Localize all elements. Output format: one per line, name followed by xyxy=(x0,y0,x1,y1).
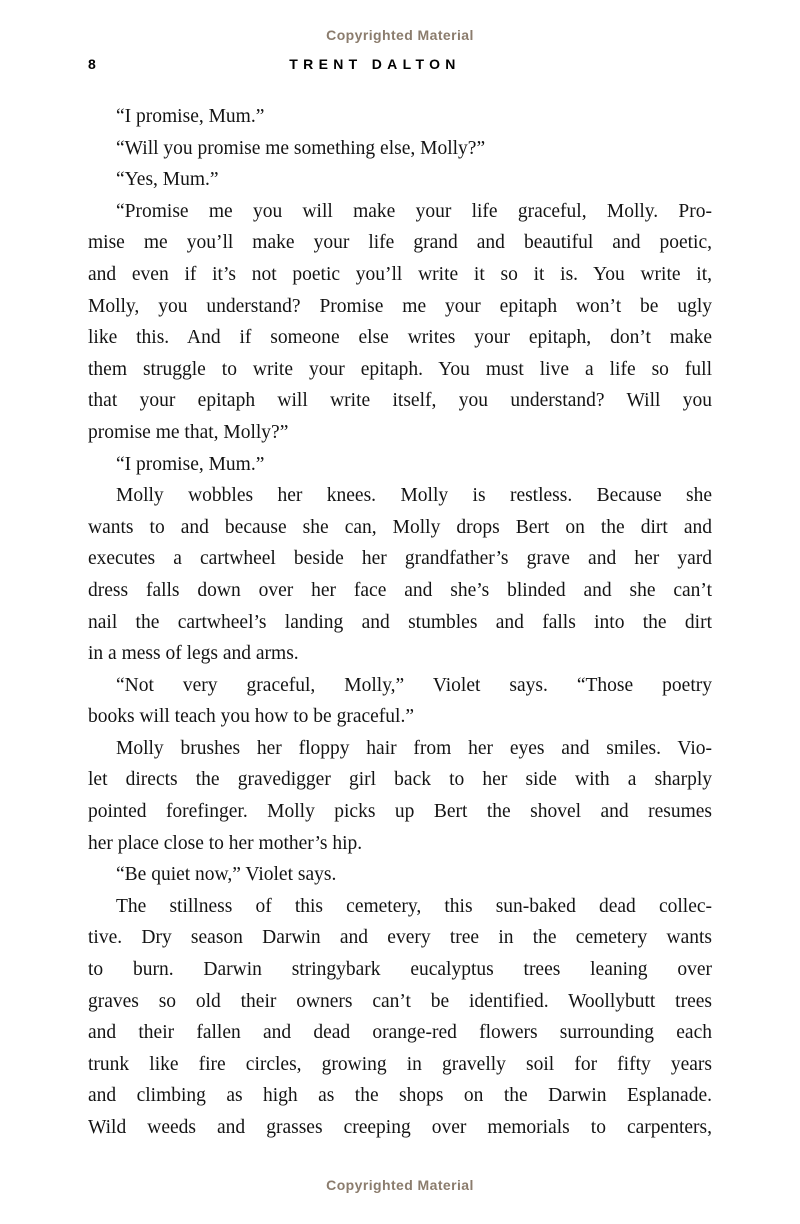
text-line: executes a cartwheel beside her grandfather’s grave and her yard xyxy=(88,548,712,570)
text-line: tive. Dry season Darwin and every tree in the cemetery wants xyxy=(88,927,712,949)
text-line: “Yes, Mum.” xyxy=(116,169,219,191)
text-line: “I promise, Mum.” xyxy=(116,453,265,475)
body-text xyxy=(88,101,712,1144)
paragraph xyxy=(88,196,712,449)
copyright-notice-bottom: Copyrighted Material xyxy=(326,1177,474,1193)
text-line: promise me that, Molly?” xyxy=(88,421,289,443)
copyright-notice-top: Copyrighted Material xyxy=(326,27,474,43)
text-line: “Not very graceful, Molly,” Violet says. “Those poetry xyxy=(116,674,712,696)
paragraph xyxy=(88,449,712,481)
paragraph xyxy=(88,164,712,196)
paragraph xyxy=(88,480,712,670)
text-line: and even if it’s not poetic you’ll write it so it is. You write it, xyxy=(88,263,712,285)
paragraph xyxy=(88,859,712,891)
text-line: “Be quiet now,” Violet says. xyxy=(116,864,337,886)
text-line: Molly brushes her floppy hair from her eyes and smiles. Vio- xyxy=(116,737,712,759)
text-line: in a mess of legs and arms. xyxy=(88,643,299,665)
text-line: graves so old their owners can’t be identified. Woollybutt trees xyxy=(88,990,712,1012)
text-line: Molly wobbles her knees. Molly is restless. Because she xyxy=(116,485,712,507)
paragraph xyxy=(88,891,712,1144)
text-line: “I promise, Mum.” xyxy=(116,106,265,127)
text-line: Molly, you understand? Promise me your epitaph won’t be ugly xyxy=(88,295,712,317)
paragraph xyxy=(88,670,712,733)
page-number: 8 xyxy=(88,56,96,72)
paragraph xyxy=(88,101,712,133)
text-line: them struggle to write your epitaph. You must live a life so full xyxy=(88,358,712,380)
text-line: like this. And if someone else writes your epitaph, don’t make xyxy=(88,327,712,349)
text-line: dress falls down over her face and she’s blinded and she can’t xyxy=(88,579,712,601)
running-header-title: TRENT DALTON xyxy=(289,56,461,72)
text-line: wants to and because she can, Molly drops Bert on the dirt and xyxy=(88,516,712,538)
paragraph xyxy=(88,133,712,165)
text-line: her place close to her mother’s hip. xyxy=(88,832,363,854)
text-line: nail the cartwheel’s landing and stumbles and falls into the dirt xyxy=(88,611,712,633)
text-line: “Will you promise me something else, Molly?” xyxy=(116,137,486,159)
page-header xyxy=(88,56,712,76)
text-line: and their fallen and dead orange-red flowers surrounding each xyxy=(88,1022,712,1044)
text-line: to burn. Darwin stringybark eucalyptus trees leaning over xyxy=(88,959,712,981)
text-line: that your epitaph will write itself, you understand? Will you xyxy=(88,390,712,412)
text-line: and climbing as high as the shops on the Darwin Esplanade. xyxy=(88,1085,712,1107)
text-line: Wild weeds and grasses creeping over memorials to carpenters, xyxy=(88,1117,712,1138)
text-line: “Promise me you will make your life graceful, Molly. Pro- xyxy=(116,200,712,222)
text-line: The stillness of this cemetery, this sun-baked dead collec- xyxy=(116,895,712,917)
text-line: let directs the gravedigger girl back to her side with a sharply xyxy=(88,769,712,791)
text-line: pointed forefinger. Molly picks up Bert the shovel and resumes xyxy=(88,801,712,823)
text-line: trunk like fire circles, growing in gravelly soil for fifty years xyxy=(88,1053,712,1075)
text-line: mise me you’ll make your life grand and beautiful and poetic, xyxy=(88,232,712,254)
paragraph xyxy=(88,733,712,859)
text-line: books will teach you how to be graceful.” xyxy=(88,706,414,728)
